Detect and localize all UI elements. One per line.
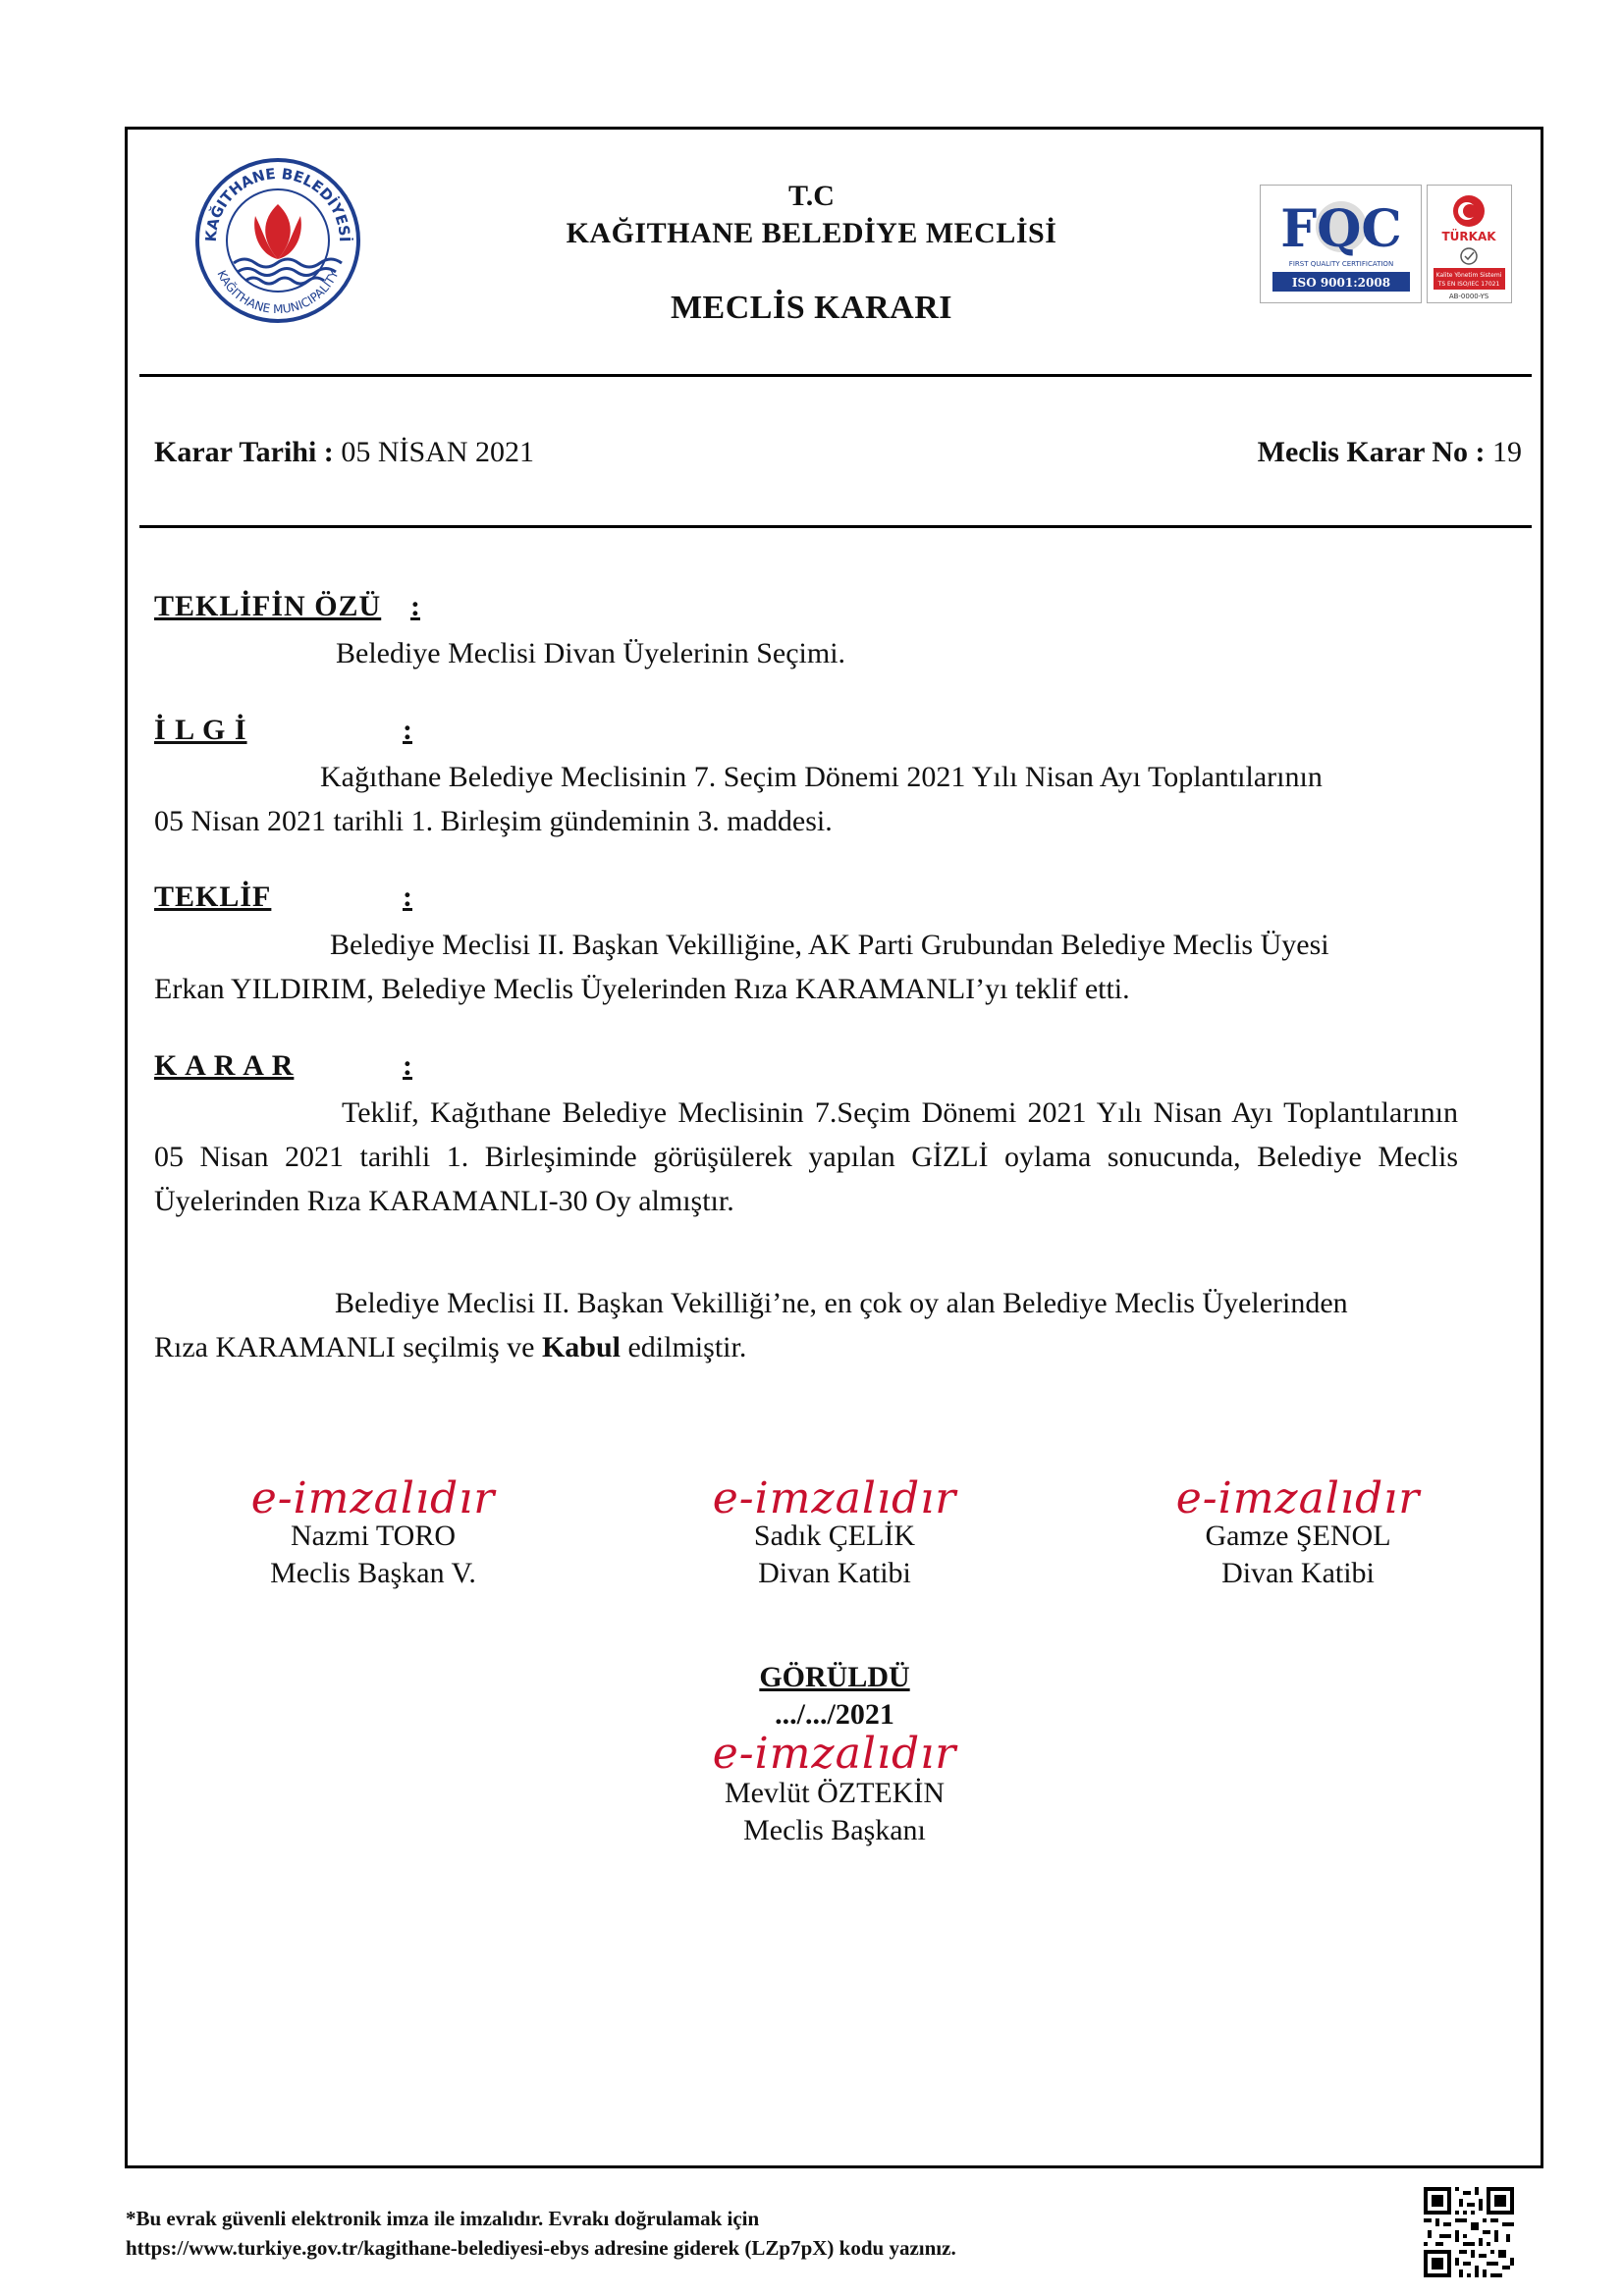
signer-role: Meclis Başkan V. xyxy=(270,1557,476,1589)
e-signature-mark: e-imzalıdır xyxy=(712,1473,957,1523)
signature-block xyxy=(1151,1473,1445,1592)
e-signature-mark: e-imzalıdır xyxy=(1175,1473,1421,1523)
section-colon: : xyxy=(403,881,412,913)
approver-role: Meclis Başkanı xyxy=(743,1814,926,1846)
approval-block xyxy=(687,1659,982,1849)
header-divider xyxy=(139,374,1532,377)
sonuc-kabul: Kabul xyxy=(541,1331,621,1363)
meta-divider xyxy=(139,525,1532,528)
ilgi-line-2: 05 Nisan 2021 tarihli 1. Birleşim gündeminin 3. maddesi. xyxy=(154,805,833,837)
turkak-line2: TS EN ISO/IEC 17021 xyxy=(1437,281,1500,288)
ilgi-line-1: Kağıthane Belediye Meclisinin 7. Seçim Dönemi 2021 Yılı Nisan Ayı Toplantılarının xyxy=(320,761,1323,793)
turkak-code: AB-0000-YS xyxy=(1448,293,1489,300)
sonuc-line-2 xyxy=(154,1325,746,1369)
fqc-sub-text: FIRST QUALITY CERTIFICATION xyxy=(1288,260,1394,268)
decision-number-value: 19 xyxy=(1492,436,1522,468)
header-tc: T.C xyxy=(788,180,835,212)
approval-heading: GÖRÜLDÜ xyxy=(759,1661,910,1693)
e-signature-mark: e-imzalıdır xyxy=(250,1473,496,1523)
page-title: MECLİS KARARI xyxy=(670,290,953,326)
teklif-ozu-text: Belediye Meclisi Divan Üyelerinin Seçimi. xyxy=(336,637,846,669)
decision-date xyxy=(154,436,534,469)
turkak-accreditation-logo xyxy=(1427,185,1512,303)
sonuc-line-1: Belediye Meclisi II. Başkan Vekilliği’ne, en çok oy alan Belediye Meclis Üyelerinden xyxy=(335,1287,1348,1319)
signer-name: Sadık ÇELİK xyxy=(753,1520,916,1552)
logo-bottom-text: KAĞITHANE MUNICIPALITY xyxy=(214,268,342,317)
logo-top-text: KAĞITHANE BELEDİYESİ xyxy=(201,164,354,242)
decision-date-value: 05 NİSAN 2021 xyxy=(341,436,534,468)
section-heading-ilgi: İ L G İ xyxy=(154,714,247,746)
karar-text: Teklif, Kağıthane Belediye Meclisinin 7.Seçim Dönemi 2021 Yılı Nisan Ayı Toplantılarının 05 Nisan 2021 tarihli 1. Birleşiminde görüşülerek yapılan GİZLİ oylama sonucunda, Belediye Meclis Üyelerinden Rıza KARAMANLI-30 Oy almıştır. xyxy=(154,1096,1458,1217)
section-colon: : xyxy=(403,714,412,746)
header-council-name: KAĞITHANE BELEDİYE MECLİSİ xyxy=(566,217,1057,249)
section-heading-karar: K A R A R xyxy=(154,1049,295,1082)
signer-name: Gamze ŞENOL xyxy=(1205,1520,1391,1552)
e-signature-mark: e-imzalıdır xyxy=(712,1729,957,1779)
approval-date: .../.../2021 xyxy=(775,1698,894,1731)
signature-block xyxy=(687,1473,982,1592)
decision-number xyxy=(1258,436,1522,469)
signer-name: Nazmi TORO xyxy=(290,1520,457,1552)
teklif-line-1: Belediye Meclisi II. Başkan Vekilliğine, AK Parti Grubundan Belediye Meclis Üyesi xyxy=(330,929,1329,961)
decision-number-label: Meclis Karar No : xyxy=(1257,436,1486,468)
section-heading-teklif: TEKLİF xyxy=(154,881,272,913)
verification-footer xyxy=(126,2204,956,2263)
qr-code-icon xyxy=(1424,2187,1514,2277)
footer-verification-link[interactable]: https://www.turkiye.gov.tr/kagithane-belediyesi-ebys adresine giderek (LZp7pX) kodu yazınız. xyxy=(126,2236,956,2260)
section-colon: : xyxy=(403,1049,412,1082)
approver-name: Mevlüt ÖZTEKİN xyxy=(724,1777,946,1809)
turkak-brand-text: TÜRKAK xyxy=(1441,230,1496,243)
section-colon: : xyxy=(410,590,420,622)
footer-line-1: *Bu evrak güvenli elektronik imza ile imzalıdır. Evrakı doğrulamak için xyxy=(126,2207,760,2230)
turkak-line1: Kalite Yönetim Sistemi xyxy=(1435,272,1502,279)
signer-role: Divan Katibi xyxy=(1221,1557,1375,1589)
section-heading-teklif-ozu: TEKLİFİN ÖZÜ xyxy=(154,590,382,622)
fqc-iso-certification-logo xyxy=(1260,185,1422,303)
signer-role: Divan Katibi xyxy=(758,1557,911,1589)
sonuc-line-2-text: Rıza KARAMANLI seçilmiş ve xyxy=(154,1331,535,1363)
fqc-iso-text: ISO 9001:2008 xyxy=(1291,276,1391,290)
fqc-brand-text: FQC xyxy=(1280,199,1402,259)
decision-date-label: Karar Tarihi : xyxy=(154,436,334,468)
signature-block xyxy=(226,1473,520,1592)
sonuc-line-2-end: edilmiştir. xyxy=(627,1331,747,1363)
teklif-line-2: Erkan YILDIRIM, Belediye Meclis Üyelerinden Rıza KARAMANLI’yı teklif etti. xyxy=(154,973,1130,1005)
